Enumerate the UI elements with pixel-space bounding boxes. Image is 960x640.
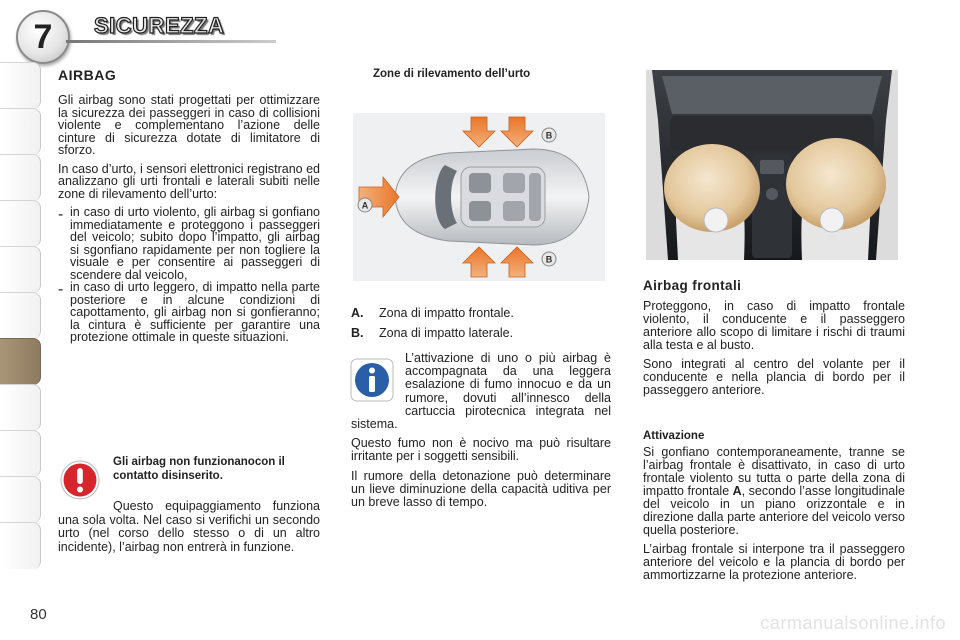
- header-underline: [66, 40, 276, 43]
- activation-paragraph-2: L’airbag frontale si interpone tra il passeggero anteriore del veicolo e la plancia di bordo per ammortizzarne la protezione anteriore.: [643, 542, 905, 582]
- side-tab-7-active[interactable]: [0, 338, 41, 385]
- side-tab-5[interactable]: [0, 246, 41, 293]
- svg-text:B: B: [545, 254, 553, 265]
- airbag-list-item-1: - in caso di urto violento, gli airbag si gonfiano immediatamente e proteggono i passeggeri del veicolo; subito dopo l’impatto, gli airbag si sgonfiano rapidamente per non togliere la visuale e per consentire ai passeggeri di scendere dal veicolo,: [58, 205, 320, 282]
- airbag-body: [58, 94, 320, 344]
- chapter-title: SICUREZZA: [94, 13, 225, 38]
- airbag-heading: AIRBAG: [58, 67, 117, 83]
- airbag-list-item-2: - in caso di urto leggero, di impatto nella parte posteriore e in alcune condizioni di capottamento, gli airbag non si gonfieranno; la cintura è sufficiente per garantire una protezione ottimale in queste situazioni.: [58, 280, 320, 344]
- warning-title: Gli airbag non funzionanocon il contatto disinserito.: [113, 456, 285, 482]
- chapter-number-badge: [16, 10, 70, 64]
- side-tab-1[interactable]: [0, 62, 41, 109]
- chapter-number: 7: [33, 17, 53, 56]
- activation-paragraph-1: Si gonfiano contemporaneamente, tranne se l’airbag frontale è disattivato, in caso di urto frontale violento su tutta o parte della zona di impatto frontale A, secondo l’asse longitudinale del veicolo in un piano orizzontale e in direzione dalla parte anteriore del veicolo verso quella posteriore.: [643, 445, 905, 537]
- side-tab-3[interactable]: [0, 154, 41, 201]
- warning-icon: [60, 460, 100, 500]
- side-tab-10[interactable]: [0, 476, 41, 523]
- frontal-airbags-heading: Airbag frontali: [643, 278, 742, 293]
- side-tab-4[interactable]: [0, 200, 41, 247]
- airbag-paragraph-1: Gli airbag sono stati progettati per ottimizzare la sicurezza dei passeggeri in caso di collisioni violente e complementano l’azione delle cinture di sicurezza dotate di limitatore di sforzo.: [58, 93, 320, 157]
- svg-text:B: B: [545, 130, 553, 141]
- info-paragraph-1: L’attivazione di uno o più airbag è accompagnata da una leggera esalazione di fumo innocuo e da un rumore, dovuti all’innesco della cartuccia pirotecnica integrata nel sistema.: [351, 351, 611, 432]
- info-text: [351, 352, 611, 509]
- side-tab-9[interactable]: [0, 430, 41, 477]
- watermark: carmanualsonline.info: [760, 613, 946, 633]
- zones-legend: [351, 305, 611, 341]
- airbag-paragraph-2: In caso d’urto, i sensori elettronici registrano ed analizzano gli urti frontali e laterali subiti nelle zone di rilevamento dell’urto:: [58, 161, 320, 201]
- zones-title: Zone di rilevamento dell’urto: [373, 68, 531, 80]
- front-airbags-photo: [646, 70, 898, 260]
- impact-zones-diagram: [353, 113, 605, 281]
- zone-marker-b-bottom: [542, 252, 556, 266]
- page-number: 80: [30, 606, 47, 623]
- frontal-body: [643, 300, 905, 403]
- activation-body: [643, 446, 905, 588]
- activation-heading: Attivazione: [643, 430, 705, 442]
- frontal-paragraph-2: Sono integrati al centro del volante per il conducente e nella plancia di bordo per il passeggero anteriore.: [643, 357, 905, 397]
- zone-marker-b-top: [542, 128, 556, 142]
- side-tab-8[interactable]: [0, 384, 41, 431]
- legend-item-b: B. Zona di impatto laterale.: [351, 326, 514, 340]
- svg-text:A: A: [361, 200, 369, 211]
- side-tab-strip: [0, 62, 44, 577]
- legend-item-a: A. Zona di impatto frontale.: [351, 306, 514, 320]
- zone-marker-a: [358, 198, 372, 212]
- frontal-paragraph-1: Proteggono, in caso di impatto frontale violento, il conducente e il passeggero anteriore allo scopo di limitare i rischi di traumi alla testa e al busto.: [643, 299, 905, 352]
- warning-text: Questo equipaggiamento funziona una sola volta. Nel caso si verifichi un secondo urto (nel corso dello stesso o di un altro incidente), l’airbag non entrerà in funzione.: [58, 499, 320, 554]
- side-tab-6[interactable]: [0, 292, 41, 339]
- info-paragraph-2: Questo fumo non è nocivo ma può risultare irritante per i soggetti sensibili.: [351, 436, 611, 464]
- side-tab-2[interactable]: [0, 108, 41, 155]
- side-tab-11[interactable]: [0, 522, 41, 569]
- info-paragraph-3: Il rumore della detonazione può determinare un lieve diminuzione della capacità uditiva per un breve lasso di tempo.: [351, 468, 611, 510]
